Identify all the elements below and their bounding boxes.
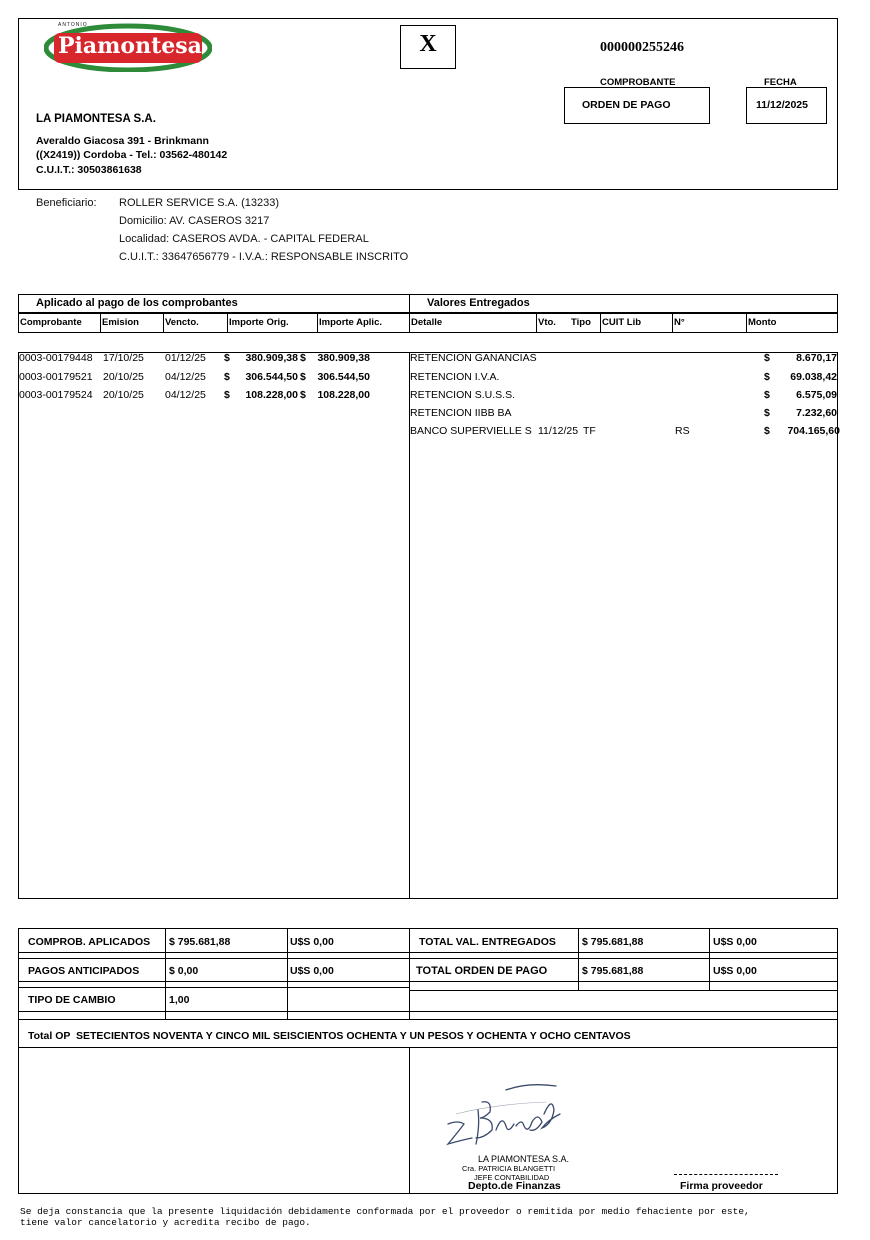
cell-comprobante: 0003-00179524 [19, 389, 93, 401]
cell-comprobante: 0003-00179448 [19, 352, 93, 364]
cell-importe-orig: 380.909,38 [245, 352, 298, 364]
total-words-label: Total OP [28, 1030, 71, 1042]
total-val-entregados-label: TOTAL VAL. ENTREGADOS [419, 936, 556, 948]
comprob-aplicados-ars: $ 795.681,88 [169, 936, 231, 948]
cell-detalle: RETENCION S.U.S.S. [410, 389, 516, 401]
col-importe-aplic: Importe Aplic. [319, 317, 382, 328]
signature-graphic [436, 1074, 570, 1158]
right-table-title: Valores Entregados [427, 297, 530, 309]
stamp-company: LA PIAMONTESA S.A. [478, 1154, 570, 1164]
cell-monto: 704.165,60 [787, 425, 840, 437]
cell-monto: 69.038,42 [790, 371, 837, 383]
cell-currency: $ [764, 407, 770, 419]
cell-emision: 20/10/25 [103, 371, 144, 383]
col-importe-orig: Importe Orig. [229, 317, 289, 328]
letter-x: X [419, 31, 437, 57]
col-n: N° [674, 317, 685, 328]
cell-monto: 8.670,17 [796, 352, 837, 364]
footer-note-1: Se deja constancia que la presente liquidación debidamente conformada por el proveedor o remitida por medio fehaciente por este, [20, 1206, 750, 1217]
company-name: LA PIAMONTESA S.A. [36, 113, 156, 125]
cell-monto: 7.232,60 [796, 407, 837, 419]
cell-currency: $ [300, 371, 306, 383]
col-monto: Monto [748, 317, 777, 328]
footer-note-2: tiene valor cancelatorio y acredita recibo de pago. [20, 1217, 311, 1228]
comprobante-label: COMPROBANTE [600, 77, 676, 88]
cell-vto: 11/12/25 [538, 425, 579, 437]
cell-tipo: TF [583, 425, 596, 437]
fecha-value: 11/12/2025 [756, 99, 808, 111]
pagos-anticipados-usd: U$S 0,00 [290, 965, 334, 977]
stamp-title: JEFE CONTABILIDAD [474, 1173, 550, 1182]
col-emision: Emision [102, 317, 139, 328]
comprob-aplicados-label: COMPROB. APLICADOS [28, 936, 151, 948]
signature-line [674, 1174, 778, 1175]
beneficiary-cuit: C.U.I.T.: 33647656779 - I.V.A.: RESPONSABLE INSCRITO [119, 251, 409, 263]
logo-text: Piamontesa [58, 33, 202, 59]
total-val-entregados-ars: $ 795.681,88 [582, 936, 644, 948]
cell-emision: 20/10/25 [103, 389, 144, 401]
handwritten-signature [436, 1074, 570, 1158]
comprob-aplicados-usd: U$S 0,00 [290, 936, 334, 948]
pagos-anticipados-label: PAGOS ANTICIPADOS [28, 965, 140, 977]
col-vto: Vto. [538, 317, 556, 328]
cell-currency: $ [224, 371, 230, 383]
total-orden-pago-label: TOTAL ORDEN DE PAGO [416, 965, 548, 977]
cell-currency: $ [224, 389, 230, 401]
company-logo [44, 22, 212, 72]
col-detalle: Detalle [411, 317, 443, 328]
cell-currency: $ [764, 389, 770, 401]
signature-box-left [18, 1047, 410, 1194]
cell-importe-aplic: 306.544,50 [317, 371, 370, 383]
cell-currency: $ [764, 352, 770, 364]
cell-comprobante: 0003-00179521 [19, 371, 93, 383]
cell-vencto: 04/12/25 [165, 389, 206, 401]
total-val-entregados-usd: U$S 0,00 [713, 936, 757, 948]
cell-vencto: 01/12/25 [165, 352, 206, 364]
cell-currency: $ [300, 352, 306, 364]
cell-currency: $ [224, 352, 230, 364]
company-address-1: Averaldo Giacosa 391 - Brinkmann [36, 135, 209, 147]
stamp-name: Cra. PATRICIA BLANGETTI [462, 1164, 556, 1173]
pagos-anticipados-ars: $ 0,00 [169, 965, 199, 977]
cell-currency: $ [764, 371, 770, 383]
cell-importe-aplic: 108.228,00 [317, 389, 370, 401]
cell-importe-aplic: 380.909,38 [317, 352, 370, 364]
cell-detalle: RETENCION I.V.A. [410, 371, 500, 383]
cell-importe-orig: 108.228,00 [245, 389, 298, 401]
tipo-cambio-value: 1,00 [169, 994, 190, 1006]
total-orden-pago-usd: U$S 0,00 [713, 965, 757, 977]
beneficiary-localidad: Localidad: CASEROS AVDA. - CAPITAL FEDERAL [119, 233, 369, 245]
total-words-value: SETECIENTOS NOVENTA Y CINCO MIL SEISCIENTOS OCHENTA Y UN PESOS Y OCHENTA Y OCHO CENTAVOS [76, 1030, 631, 1042]
total-orden-pago-ars: $ 795.681,88 [582, 965, 644, 977]
beneficiary-domicilio: Domicilio: AV. CASEROS 3217 [119, 215, 270, 227]
left-table-title: Aplicado al pago de los comprobantes [36, 297, 238, 309]
firma-proveedor: Firma proveedor [680, 1180, 763, 1192]
cell-currency: $ [300, 389, 306, 401]
cell-detalle: RETENCION IIBB BA [410, 407, 512, 419]
company-address-2: ((X2419)) Cordoba - Tel.: 03562-480142 [36, 149, 228, 161]
col-tipo: Tipo [571, 317, 591, 328]
document-number: 000000255246 [600, 40, 684, 55]
cell-detalle: BANCO SUPERVIELLE S [410, 425, 532, 437]
cell-n: RS [675, 425, 690, 437]
left-table-body [18, 352, 410, 899]
cell-vencto: 04/12/25 [165, 371, 206, 383]
beneficiary-name: ROLLER SERVICE S.A. (13233) [119, 197, 279, 209]
col-vencto: Vencto. [165, 317, 199, 328]
col-cuit-lib: CUIT Lib [602, 317, 642, 328]
cell-importe-orig: 306.544,50 [245, 371, 298, 383]
cell-emision: 17/10/25 [103, 352, 144, 364]
tipo-cambio-label: TIPO DE CAMBIO [28, 994, 116, 1006]
depto-finanzas: Depto.de Finanzas [468, 1180, 561, 1192]
cell-monto: 6.575,09 [796, 389, 837, 401]
comprobante-value: ORDEN DE PAGO [582, 99, 671, 111]
beneficiary-label: Beneficiario: [36, 197, 97, 209]
company-cuit: C.U.I.T.: 30503861638 [36, 164, 142, 176]
fecha-label: FECHA [764, 77, 797, 88]
logo-small-text: ANTONIO [58, 22, 88, 28]
cell-currency: $ [764, 425, 770, 437]
cell-detalle: RETENCION GANANCIAS [410, 352, 537, 364]
col-comprobante: Comprobante [20, 317, 82, 328]
